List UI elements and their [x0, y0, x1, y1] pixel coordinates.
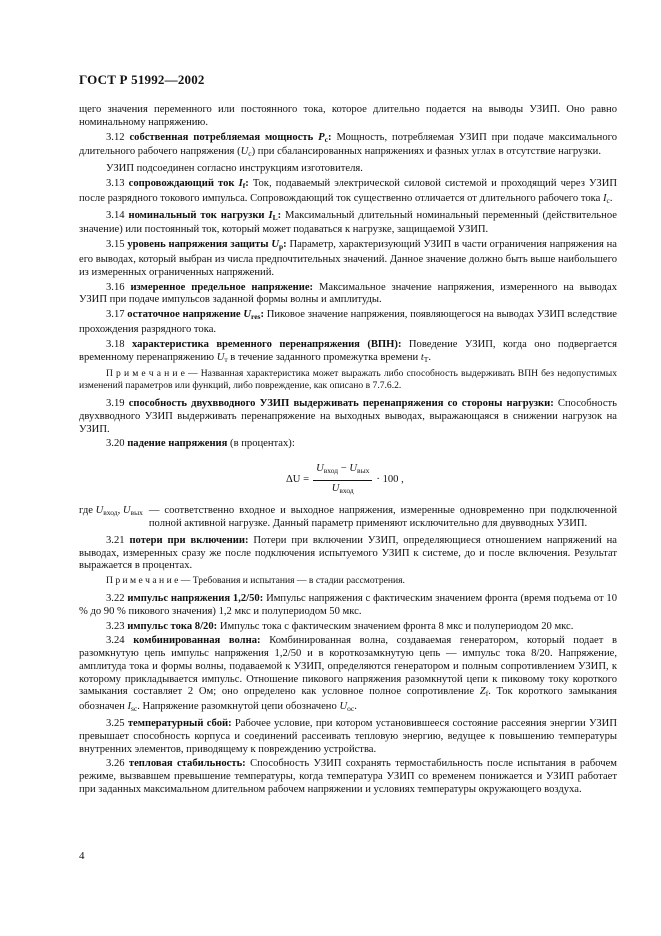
definition-3-16: 3.16 измеренное предельное напряжение: Максимальное значение напряжения, измеренного на выводах УЗИП при подаче импульсов заданной формы волны и амплитуды.: [79, 281, 617, 306]
definition-3-24: 3.24 комбинированная волна: Комбинированная волна, создаваемая генератором, который подает в разомкнутую цепь импульс напряжения 1,2/50 и в короткозамкнутую цепь — импульс тока 8/20. Напряжение, амплитуда тока и формы волны, подаваемой к УЗИП, определяются генератором и полным сопротивлением УЗИП, к которому прикладывается импульс. Отношение пикового напряжения разомкнутой цепи к пиковому току короткого замыкания составляет 2 Ом; оно определено как условное полное сопротивление $Z_f$. Ток короткого замыкания обозначен $I_{sc}$. Напряжение разомкнутой цепи обозначено $U_{oc}$.: [79, 635, 617, 714]
definition-3-12: 3.12 собственная потребляемая мощность $P_c$: Мощность, потребляемая УЗИП при подаче максимального длительного рабочего напряжения $(U_c)$ при сбалансированных напряжениях и фазных углах в отсутствие нагрузки.: [79, 131, 617, 159]
note-label: П р и м е ч а н и е: [106, 368, 185, 380]
definition-3-21: 3.21 потери при включении: Потери при включении УЗИП, определяющиеся отношением напряжений на выводах, измеренных сразу же после подключения испытуемого УЗИП к системе, до и после включения. Результат выражается в процентах.: [79, 534, 618, 572]
note-3-21: П р и м е ч а н и е — Требования и испытания — в стадии рассмотрения.: [106, 575, 405, 587]
term: тепловая стабильность:: [128, 758, 246, 770]
note-label: П р и м е ч а н и е: [106, 575, 179, 587]
formula-numerator: $U_{вход} - U_{вых}$: [313, 463, 372, 481]
paragraph-3-12-extra: УЗИП подсоединен согласно инструкциям изготовителя.: [106, 163, 363, 175]
term: номинальный ток нагрузки: [128, 209, 265, 221]
definition-3-18: 3.18 характеристика временного перенапряжения (ВПН): Поведение УЗИП, когда оно подвергается временному перенапряжению $U_т$ в течение заданного промежутка времени $t_T$.: [79, 338, 617, 364]
voltage-drop-formula: [79, 457, 617, 499]
note-3-18: П р и м е ч а н и е — Названная характеристика может выражать либо способность выдерживать ВПН без недопустимых изменений параметров или функций, либо повреждение, как описано в 7.7.6.2.: [79, 368, 617, 392]
paragraph-intro: щего значения переменного или постоянного тока, которое длительно подается на выводы УЗИП. Оно равно номинальному напряжению.: [79, 104, 617, 128]
formula-fraction: [313, 463, 372, 498]
definition-3-17: 3.17 остаточное напряжение $U_{res}$: Пиковое значение напряжения, появляющегося на выводах УЗИП вследствие прохождения разрядного тока.: [79, 309, 617, 335]
definition-3-25: 3.25 температурный сбой: Рабочее условие, при котором установившееся состояние рассеяния энергии УЗИП превышает способность корпуса и соединений рассеивать тепловую энергию, ведущее к повышению температуры внутренних элементов, приводящему к повреждению устройства.: [79, 718, 617, 755]
definition-3-13: 3.13 сопровождающий ток $I_f$: Ток, подаваемый электрической силовой системой и проходящий через УЗИП после разрядного токового импульса. Сопровождающий ток существенно отличается от длительного рабочего тока $I_c$.: [79, 177, 618, 205]
term: падение напряжения: [127, 438, 228, 450]
term: импульс тока 8/20:: [127, 620, 218, 632]
definition-3-20: 3.20 падение напряжения (в процентах):: [106, 438, 295, 450]
definition-3-26: 3.26 тепловая стабильность: Способность УЗИП сохранять термостабильность после испытания в рабочем режиме, вызвавшем превышение температуры, когда температура УЗИП со временем понижается и УЗИП работает при заданных максимальном длительном рабочем напряжении и условиях температуры окружающего воздуха.: [79, 758, 617, 796]
formula-denominator: $U_{вход}$: [331, 482, 354, 495]
document-body: [79, 104, 617, 799]
formula-lhs: ΔU =: [286, 474, 310, 486]
term: измеренное предельное напряжение:: [130, 281, 314, 293]
page-header: ГОСТ Р 51992—2002: [79, 72, 205, 87]
term: температурный сбой:: [127, 718, 232, 730]
definition-3-22: 3.22 импульс напряжения 1,2/50: Импульс напряжения с фактическим значением фронта (время подъема от 10 % до 90 % пикового значения) 1,2 мкс и полупериодом 50 мкс.: [79, 592, 617, 617]
term: комбинированная волна:: [133, 635, 261, 647]
definition-3-19: 3.19 способность двухвводного УЗИП выдерживать перенапряжения со стороны нагрузки: Способность двухвводного УЗИП выдерживать перенапряжение на выходных выводах, выражающаяся в снижении нагрузок на УЗИП.: [79, 397, 617, 435]
term: способность двухвводного УЗИП выдерживать перенапряжения со стороны нагрузки:: [128, 397, 554, 409]
formula-tail: · 100 ,: [376, 474, 404, 486]
term: сопровождающий ток: [128, 177, 235, 189]
term: характеристика временного перенапряжения (ВПН):: [131, 338, 402, 350]
definition-3-14: 3.14 номинальный ток нагрузки $I_L$: Максимальный длительный номинальный переменный (действительное значение) или постоянный ток, который может подаваться к нагрузке, защищаемой УЗИП.: [79, 209, 617, 236]
definition-3-15: 3.15 уровень напряжения защиты $U_p$: Параметр, характеризующий УЗИП в части ограничения напряжения на его выводах, который выбран из числа предпочтительных значений. Данное значение должно быть выше наибольшего из измеренных ограниченных напряжений.: [79, 239, 617, 278]
page-number: 4: [79, 850, 85, 862]
where-description: — соответственно входное и выходное напряжения, измеренные одновременно при подключенной полной активной нагрузке. Данный параметр применяют исключительно для двувводных УЗИП.: [148, 505, 617, 529]
formula-where-clause: [79, 505, 617, 531]
term: импульс напряжения 1,2/50:: [127, 592, 264, 604]
term: остаточное напряжение: [127, 309, 241, 321]
definition-3-23: 3.23 импульс тока 8/20: Импульс тока с фактическим значением фронта 8 мкс и полупериодом 20 мкс.: [106, 620, 574, 632]
term: уровень напряжения защиты: [127, 239, 269, 251]
term: потери при включении:: [129, 534, 249, 546]
where-symbols: где $U_{вход}$, $U_{вых}$: [79, 505, 143, 518]
term: собственная потребляемая мощность: [129, 131, 314, 143]
